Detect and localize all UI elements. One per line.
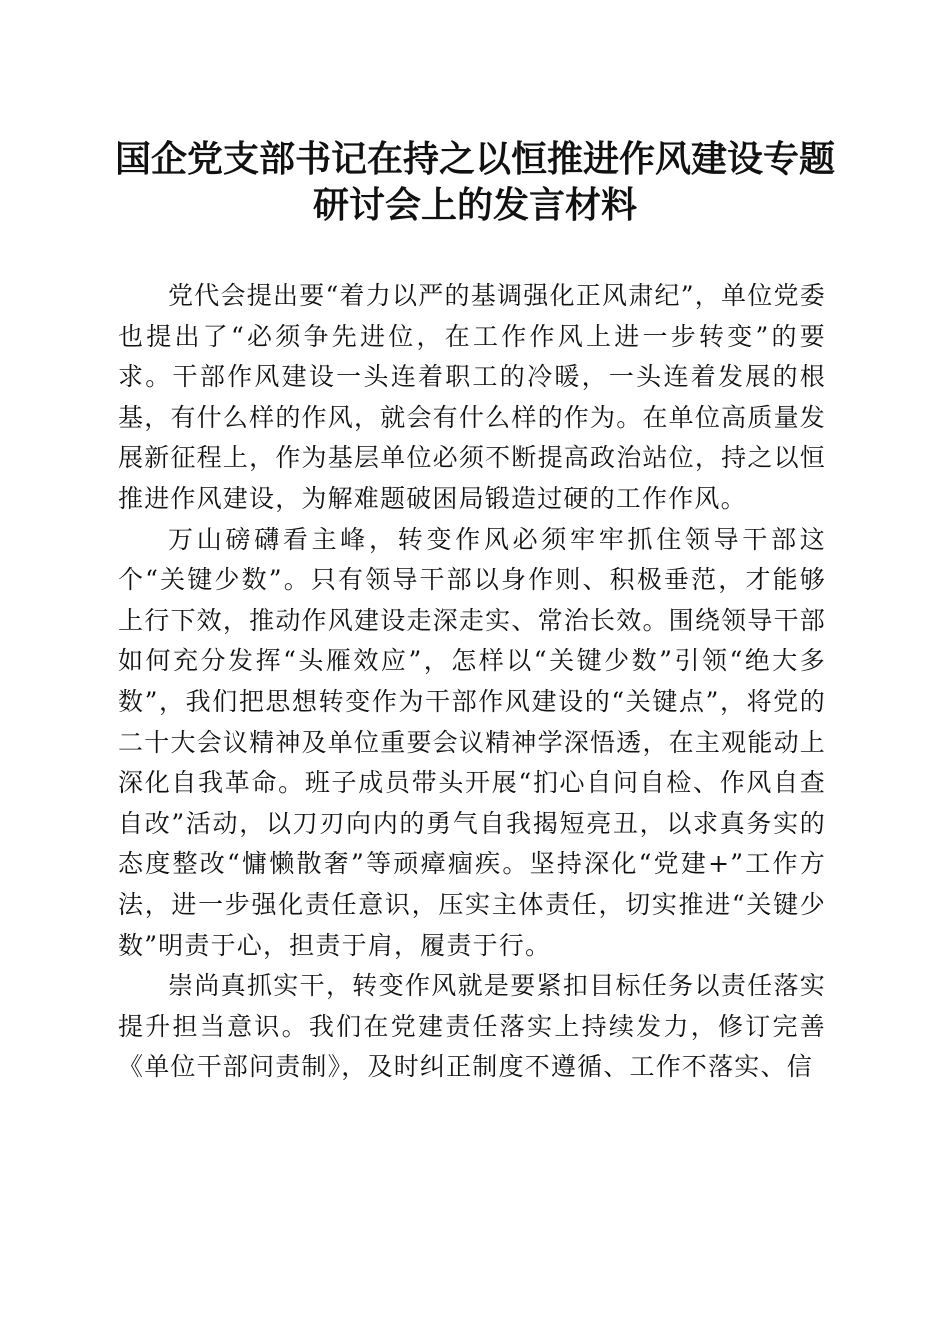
paragraph: 崇尚真抓实干，转变作风就是要紧扣目标任务以责任落实提升担当意识。我们在党建责任落实上持续发力，修订完善《单位干部问责制》，及时纠正制度不遵循、工作不落实、信 <box>118 971 826 1082</box>
paragraph: 党代会提出要“着力以严的基调强化正风肃纪”，单位党委也提出了“必须争先进位，在工作作风上进一步转变”的要求。干部作风建设一头连着职工的冷暖，一头连着发展的根基，有什么样的作风，就会有什么样的作为。在单位高质量发展新征程上，作为基层单位必须不断提高政治站位，持之以恒推进作风建设，为解难题破困局锻造过硬的工作作风。 <box>118 281 826 513</box>
document-title: 国企党支部书记在持之以恒推进作风建设专题研讨会上的发言材料 <box>114 138 835 226</box>
document-body <box>118 276 826 1088</box>
paragraph: 万山磅礴看主峰，转变作风必须牢牢抓住领导干部这个“关键少数”。只有领导干部以身作则、积极垂范，才能够上行下效，推动作风建设走深走实、常治长效。围绕领导干部如何充分发挥“头雁效应”，怎样以“关键少数”引领“绝大多数”，我们把思想转变作为干部作风建设的“关键点”，将党的二十大会议精神及单位重要会议精神学深悟透，在主观能动上深化自我革命。班子成员带头开展“扪心自问自检、作风自查自改”活动，以刀刃向内的勇气自我揭短亮丑，以求真务实的态度整改“慵懒散奢”等顽瘴痼疾。坚持深化“党建+”工作方法，进一步强化责任意识，压实主体责任，切实推进“关键少数”明责于心，担责于肩，履责于行。 <box>118 524 826 960</box>
